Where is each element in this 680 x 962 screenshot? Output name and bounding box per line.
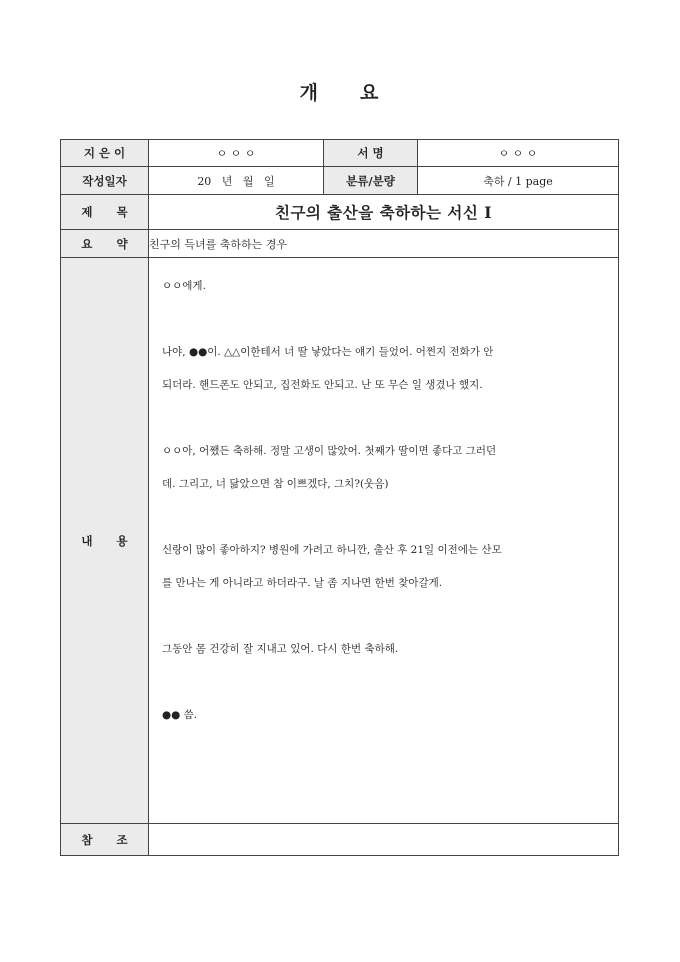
sign-value: ㅇ ㅇ ㅇ — [418, 140, 619, 167]
category-value: 축하 / 1 page — [418, 167, 619, 195]
reference-label: 참 조 — [61, 824, 149, 856]
signoff: ●● 씀. — [162, 709, 198, 721]
greeting: ㅇㅇ에게. — [162, 280, 206, 292]
sign-label: 서 명 — [324, 140, 418, 167]
paragraph-2-line-1: ㅇㅇ아, 어쨌든 축하해. 정말 고생이 많았어. 첫째가 딸이면 좋다고 그러던 — [162, 445, 497, 457]
paragraph-1-line-2: 되더라. 핸드폰도 안되고, 집전화도 안되고. 난 또 무슨 일 생겼나 했지. — [162, 379, 483, 391]
paragraph-3-line-2: 를 만나는 게 아니라고 하더라구. 날 좀 지나면 한번 찾아갈게. — [162, 577, 443, 589]
author-value: ㅇ ㅇ ㅇ — [149, 140, 324, 167]
title-part-1: 개 — [299, 82, 320, 104]
paragraph-4: 그동안 몸 건강히 잘 지내고 있어. 다시 한번 축하해. — [162, 643, 399, 655]
date-label: 작성일자 — [61, 167, 149, 195]
summary-label: 요 약 — [61, 230, 149, 258]
subject-row — [61, 195, 619, 230]
content-label: 내 용 — [61, 258, 149, 824]
reference-value — [149, 824, 619, 856]
subject-label: 제 목 — [61, 195, 149, 230]
date-row — [61, 167, 619, 195]
paragraph-2-line-2: 데. 그리고, 너 닮았으면 참 이쁘겠다, 그치?(웃음) — [162, 478, 389, 490]
author-label: 지 은 이 — [61, 140, 149, 167]
summary-value: 친구의 득녀를 축하하는 경우 — [149, 230, 619, 258]
overview-table — [60, 139, 619, 856]
content-row — [61, 258, 619, 824]
document-title — [0, 78, 680, 105]
letter-body — [149, 258, 619, 824]
reference-row — [61, 824, 619, 856]
title-part-2: 요 — [360, 82, 381, 104]
category-label: 분류/분량 — [324, 167, 418, 195]
subject-value: 친구의 출산을 축하하는 서신 Ⅰ — [149, 195, 619, 230]
date-value: 20 년 월 일 — [149, 167, 324, 195]
paragraph-3-line-1: 신랑이 많이 좋아하지? 병원에 가려고 하니깐, 출산 후 21일 이전에는 산모 — [162, 544, 502, 556]
paragraph-1-line-1: 나야, ●●이. △△이한테서 너 딸 낳았다는 얘기 들었어. 어쩐지 전화가 안 — [162, 346, 494, 358]
author-row — [61, 140, 619, 167]
summary-row — [61, 230, 619, 258]
